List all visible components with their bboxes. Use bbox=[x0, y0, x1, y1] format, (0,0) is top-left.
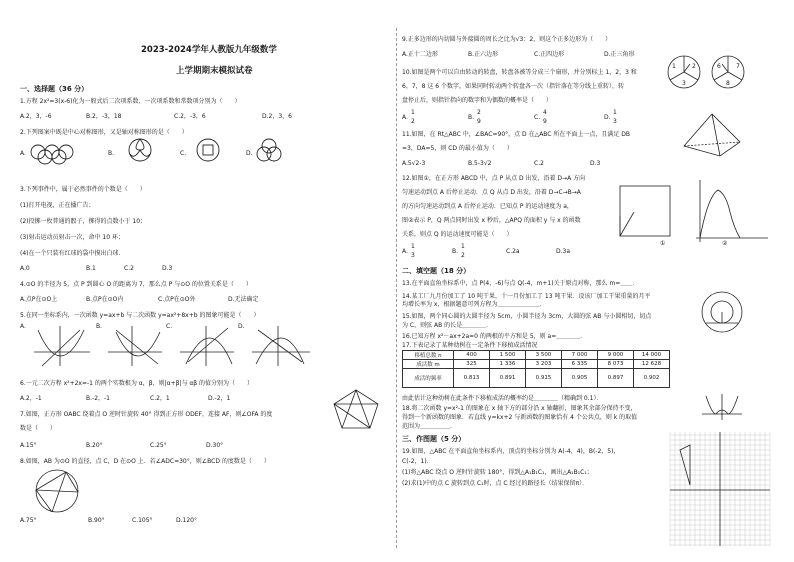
section-drawing: 三、作图题（5 分） bbox=[402, 435, 466, 443]
question-14b: 均增长率为 x，根据题意可列方程为＿＿＿＿＿＿＿． bbox=[402, 301, 546, 308]
q3-item-1: (1)打开电视，正在播广告； bbox=[20, 202, 95, 209]
q2-opt-d: D. bbox=[246, 150, 253, 157]
question-2: 2.下列图案中既是中心对称图形，又是轴对称图形的是（ ） bbox=[20, 129, 188, 136]
page-subtitle: 上学期期末模拟试卷 bbox=[176, 66, 253, 76]
q8-opt-c: C.105° bbox=[132, 517, 153, 524]
q10-frac-d-num: 1 bbox=[613, 109, 617, 116]
q1-opt-c: C.2，-3，6 bbox=[174, 113, 206, 120]
question-15b: 为 C，则弦 AB 的长是＿＿＿＿． bbox=[402, 322, 493, 329]
table-cell: 0.905 bbox=[562, 369, 598, 388]
q8-opt-a: A.75° bbox=[20, 517, 37, 524]
q7-opt-a: A.15° bbox=[20, 442, 37, 449]
question-5: 5.在同一坐标系内，一次函数 y=ax+b 与二次函数 y=ax²+8x+b 的图象可能是（ ） bbox=[20, 312, 260, 319]
q12-square-figure bbox=[614, 176, 674, 246]
q12-fig2-label: ② bbox=[722, 240, 728, 247]
q1-opt-a: A.2，3，-6 bbox=[20, 113, 52, 120]
q6-opt-a: A.2，-1 bbox=[20, 395, 42, 402]
q3-item-2: (2)投掷一枚普通的骰子，掷得的点数小于 10； bbox=[20, 218, 147, 225]
question-11b: =3，DA=5，则 CD 的最小值为（ ） bbox=[402, 145, 513, 152]
question-18c: 范围为＿＿＿＿＿． bbox=[402, 423, 457, 430]
table-cell: 移植总数 n bbox=[403, 351, 454, 360]
table-cell: 12 628 bbox=[634, 360, 670, 369]
table-row bbox=[403, 369, 670, 388]
question-9: 9.正多边形的内切圆与外接圆的周长之比为√3：2，则这个正多边形为（ ） bbox=[402, 36, 612, 43]
q18-parabola-figure bbox=[700, 392, 744, 422]
question-19d: (2)求(1)中的点 C 旋转到点 C₁时，点 C 经过的路径长（结果保留π）． bbox=[402, 480, 589, 487]
q8-circle-figure bbox=[22, 468, 92, 514]
table-cell: 0.902 bbox=[634, 369, 670, 388]
q10-frac-b-num: 2 bbox=[477, 109, 481, 116]
table-cell: 成活的频率 bbox=[403, 369, 454, 388]
q6-opt-b: B.-2，-1 bbox=[86, 395, 110, 402]
q3-opt-d: D.3 bbox=[162, 265, 173, 272]
q11-opt-b: B.5-3√2 bbox=[468, 160, 492, 167]
q4-opt-c: C.点P在⊙O外 bbox=[158, 296, 196, 303]
q9-opt-a: A.正十二边形 bbox=[402, 51, 438, 58]
question-6: 6.一元二次方程 x²+2x=-1 的两个实数根为 α，β，则|α+β|与 αβ 的值分别为（ ） bbox=[20, 380, 254, 387]
table-cell: 0.891 bbox=[490, 369, 526, 388]
q4-opt-d: D.无法确定 bbox=[228, 296, 259, 303]
q3-opt-a: A.0 bbox=[20, 265, 30, 272]
q6-opt-d: D.-2，1 bbox=[208, 395, 231, 402]
table-cell: 成活数 m bbox=[403, 360, 454, 369]
q10-opt-c: C. bbox=[534, 114, 541, 121]
q10-frac-a-den: 2 bbox=[411, 118, 415, 125]
q12-graph-figure bbox=[690, 176, 770, 244]
q11-opt-d: D.3 bbox=[590, 160, 601, 167]
q10-opt-a: A. bbox=[402, 114, 408, 121]
triquetra-figure bbox=[256, 138, 282, 162]
table-row bbox=[403, 360, 670, 369]
q1-opt-d: D.2，3，6 bbox=[262, 113, 292, 120]
q5-label-b: B. bbox=[96, 323, 103, 330]
table-cell: 1 500 bbox=[490, 351, 526, 360]
table-cell: 3 500 bbox=[526, 351, 562, 360]
question-4: 4.⊙O 的半径为 5，点 P 到圆心 O 的距离为 7，那么点 P 与⊙O 的位置关系是（ ） bbox=[20, 281, 252, 288]
transplant-table bbox=[402, 350, 670, 388]
question-12c: 的方向匀速运动到点 A 后停止运动．已知点 P 的运动速度为 a， bbox=[402, 203, 573, 210]
table-cell: 7 000 bbox=[562, 351, 598, 360]
question-16: 16.已知方程 x²－ax+2a=0 的两根的平方和是 5，则 a=＿＿＿＿． bbox=[402, 333, 587, 340]
question-18b: 得到一个新函数的图象．若直线 y=kx+2 与新函数的图象恰有 4 个公共点，则 k 的取值 bbox=[402, 414, 638, 421]
question-13: 13.在平面直角坐标系中，点 P(4，-6)与点 Q(-4，m+1)关于原点对称，那么 m=＿＿． bbox=[402, 280, 639, 287]
question-14a: 14.某工厂九月份加工了 10 吨干果，十一月份加工了 13 吨干果．设该厂加工干果重量的月平 bbox=[402, 293, 651, 300]
q2-opt-c: C. bbox=[180, 150, 187, 157]
table-cell: 325 bbox=[454, 360, 490, 369]
q7-rotated-square-figure bbox=[326, 386, 386, 434]
q3-item-3: (3)射击运动员射击一次，命中 10 环； bbox=[20, 234, 124, 241]
q11-opt-c: C.2 bbox=[534, 160, 544, 167]
table-cell: 0.897 bbox=[598, 369, 634, 388]
q5-label-c: C. bbox=[166, 323, 173, 330]
spinner-1-label-3: 3 bbox=[682, 80, 686, 87]
question-11a: 11.如图，在 Rt△ABC 中，∠BAC=90°，点 D 在△ABC 所在平面上一点，且满足 DB bbox=[402, 131, 631, 138]
q12-frac-a-den: 3 bbox=[411, 252, 415, 259]
q8-opt-d: D.120° bbox=[176, 517, 197, 524]
q1-opt-b: B.2，-3，18 bbox=[86, 113, 122, 120]
q9-opt-d: D.正三角形 bbox=[604, 51, 635, 58]
q19-coordinate-grid bbox=[668, 430, 772, 548]
question-17: 17.下表记录了某种幼树在一定条件下移植成活情况 bbox=[402, 342, 538, 349]
q11-pyramid-figure bbox=[680, 112, 744, 158]
question-7b: 数是（ ） bbox=[20, 425, 57, 432]
q4-opt-b: B.点P在⊙O内 bbox=[86, 296, 124, 303]
q3-opt-b: B.1 bbox=[86, 265, 96, 272]
spinner-2-label-8: 8 bbox=[726, 80, 730, 87]
question-10a: 10.如图是两个可以自由转动的转盘，转盘各被等分成三个扇形，并分别标上 1，2，3 和 bbox=[402, 69, 637, 76]
q6-opt-c: C.2，1 bbox=[150, 395, 170, 402]
q8-opt-b: B.90° bbox=[88, 517, 105, 524]
table-cell: 6 335 bbox=[562, 360, 598, 369]
table-row bbox=[403, 351, 670, 360]
q12-opt-b: B. bbox=[452, 248, 459, 255]
table-cell: 400 bbox=[454, 351, 490, 360]
q2-opt-b: B. bbox=[108, 150, 115, 157]
question-17b: 由此估计这种幼树在此条件下移植成活的概率约是＿＿＿＿（精确到 0.1）． bbox=[402, 395, 603, 402]
olympic-rings-figure bbox=[30, 143, 100, 165]
question-8: 8.如图，AB 为⊙O 的直径，点 C，D 在⊙O 上．若∠ADC=30°，则∠BCD 的度数是（ ） bbox=[20, 458, 270, 465]
q15-concentric-circles-figure bbox=[700, 290, 744, 334]
question-7a: 7.如图，正方形 OABC 绕着点 O 逆时针旋转 40° 得到正方形 ODEF，连接 AF，则∠OFA 的度 bbox=[20, 411, 273, 418]
table-cell: 0.813 bbox=[454, 369, 490, 388]
q12-opt-d: D.3a bbox=[556, 248, 571, 255]
column-divider bbox=[396, 28, 397, 548]
q9-opt-c: C.正四边形 bbox=[534, 51, 565, 58]
coin-figure bbox=[196, 138, 220, 162]
three-lobe-figure bbox=[128, 138, 152, 162]
q2-opt-a: A. bbox=[20, 150, 26, 157]
question-19b: C(-2，1)． bbox=[402, 458, 433, 465]
q11-opt-a: A.5√2-3 bbox=[402, 160, 426, 167]
spinner-2-label-6: 6 bbox=[717, 63, 721, 70]
spinner-1-label-2: 2 bbox=[692, 63, 696, 70]
question-12a: 12.如图①，在正方形 ABCD 中，点 P 从点 D 出发，沿着 D→A 方向 bbox=[402, 175, 586, 182]
question-19a: 19.如图，△ABC 在平面直角坐标系内，顶点的坐标分别为 A(-4，4)，B(-2，5)， bbox=[402, 448, 620, 455]
table-cell: 9 000 bbox=[598, 351, 634, 360]
question-12b: 匀速运动到点 A 后停止运动．点 Q 从点 D 出发，沿着 D→C→B→A bbox=[402, 189, 581, 196]
question-15a: 15.如图，两个同心圆的大圆半径为 5cm，小圆半径为 3cm，大圆的弦 AB 与小圆相切，切点 bbox=[402, 313, 652, 320]
page-title: 2023-2024学年人教版九年级数学 bbox=[141, 45, 277, 55]
table-cell: 0.915 bbox=[526, 369, 562, 388]
q10-frac-d-den: 3 bbox=[613, 118, 617, 125]
q12-frac-b-num: 1 bbox=[461, 243, 465, 250]
q4-opt-a: A.点P在⊙O上 bbox=[20, 296, 58, 303]
q7-opt-b: B.20° bbox=[86, 442, 103, 449]
q10-frac-c-num: 4 bbox=[543, 109, 547, 116]
question-10b: 6，7，8 这 6 个数字，如果同时转动两个转盘各一次（指针落在等分线上重转），转 bbox=[402, 83, 624, 90]
q3-opt-c: C.2 bbox=[124, 265, 134, 272]
question-1: 1.方程 2x²=3(x-6)化为一般式后二次项系数、一次项系数和常数项分别为（ ） bbox=[20, 98, 241, 105]
q12-frac-a-num: 1 bbox=[411, 243, 415, 250]
table-cell: 1 336 bbox=[490, 360, 526, 369]
q12-opt-c: C.2a bbox=[506, 248, 520, 255]
question-19c: (1)将△ABC 绕点 O 逆时针旋转 180°，得到△A₁B₁C₁，画出△A₁B₁C₁； bbox=[402, 469, 593, 476]
q10-frac-b-den: 9 bbox=[477, 118, 481, 125]
q5-label-d: D. bbox=[238, 323, 245, 330]
question-12e: 关系，则点 Q 的运动速度可能是（ ） bbox=[402, 231, 513, 238]
question-3: 3.下列事件中，属于必然事件的个数是（ ） bbox=[20, 186, 146, 193]
q12-fig1-label: ① bbox=[660, 240, 666, 247]
q5-label-a: A. bbox=[20, 323, 26, 330]
spinner-1-label-1: 1 bbox=[672, 63, 676, 70]
question-12d: 图②表示 P，Q 两点同时出发 x 秒后，△APQ 的面积 y 与 x 的函数 bbox=[402, 217, 581, 224]
q10-frac-c-den: 9 bbox=[543, 118, 547, 125]
table-cell: 8 073 bbox=[598, 360, 634, 369]
section-fill: 二、填空题（18 分） bbox=[402, 267, 471, 275]
q10-opt-b: B. bbox=[468, 114, 475, 121]
table-cell: 14 000 bbox=[634, 351, 670, 360]
q3-item-4: (4)在一个只装有红球的袋中摸出白球． bbox=[20, 250, 125, 257]
q12-opt-a: A. bbox=[402, 248, 408, 255]
q10-opt-d: D. bbox=[604, 114, 611, 121]
spinner-2-label-7: 7 bbox=[736, 63, 740, 70]
question-18a: 18.将二次函数 y=x²-1 的图象在 x 轴下方的部分沿 x 轴翻折，图象其余部分保持不变， bbox=[402, 405, 637, 412]
q7-opt-d: D.30° bbox=[206, 442, 224, 449]
q7-opt-c: C.25° bbox=[150, 442, 167, 449]
q9-opt-b: B.正六边形 bbox=[468, 51, 499, 58]
question-10c: 盘停止后，则指针指向的数字和为偶数的概率是（ ） bbox=[402, 97, 553, 104]
q12-frac-b-den: 2 bbox=[461, 252, 465, 259]
q10-frac-a-num: 1 bbox=[411, 109, 415, 116]
section-choice: 一、选择题（36 分） bbox=[20, 85, 89, 93]
table-cell: 3 203 bbox=[526, 360, 562, 369]
